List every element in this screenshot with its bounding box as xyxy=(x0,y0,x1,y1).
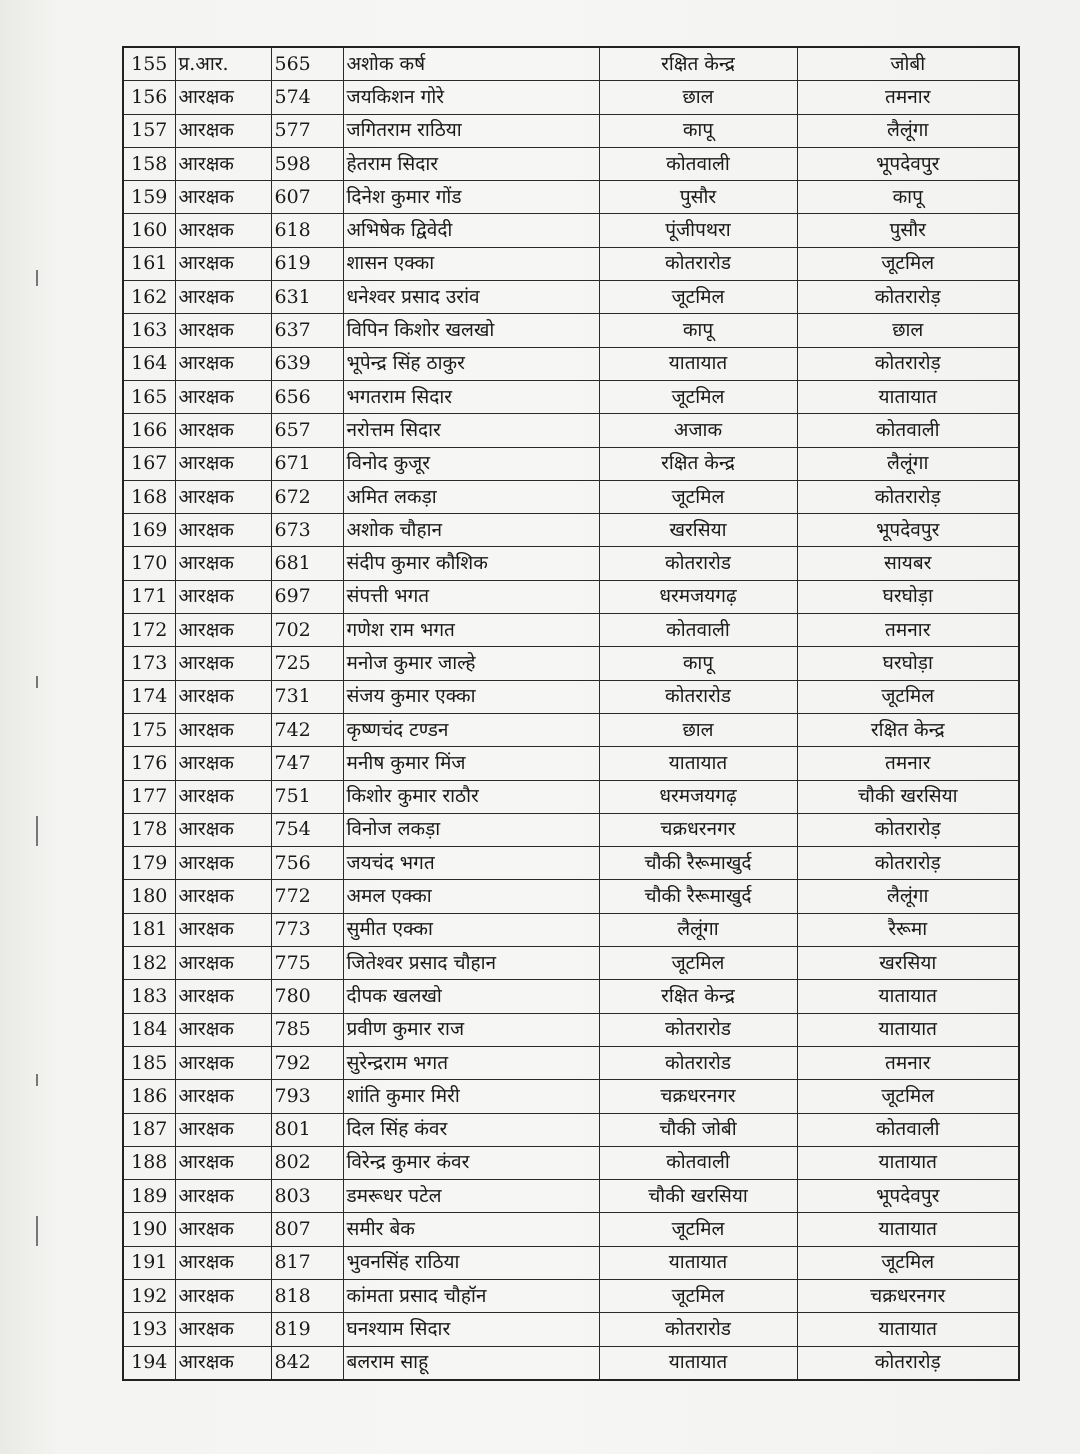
employee-name-cell: विरेन्द्र कुमार कंवर xyxy=(343,1146,599,1179)
rank-cell: आरक्षक xyxy=(175,214,271,247)
serial-number-cell: 175 xyxy=(123,713,175,746)
rank-cell: आरक्षक xyxy=(175,347,271,380)
table-row xyxy=(123,47,1019,81)
badge-number-cell: 671 xyxy=(271,447,343,480)
new-posting-cell: कापू xyxy=(797,181,1019,214)
new-posting-cell: यातायात xyxy=(797,1146,1019,1179)
table-row xyxy=(123,480,1019,513)
current-posting-cell: कोतवाली xyxy=(599,147,797,180)
rank-cell: आरक्षक xyxy=(175,547,271,580)
new-posting-cell: जूटमिल xyxy=(797,1246,1019,1279)
rank-cell: आरक्षक xyxy=(175,647,271,680)
new-posting-cell: घरघोड़ा xyxy=(797,647,1019,680)
table-row xyxy=(123,514,1019,547)
current-posting-cell: यातायात xyxy=(599,1346,797,1380)
current-posting-cell: छाल xyxy=(599,713,797,746)
new-posting-cell: यातायात xyxy=(797,1013,1019,1046)
employee-name-cell: धनेश्वर प्रसाद उरांव xyxy=(343,281,599,314)
rank-cell: आरक्षक xyxy=(175,181,271,214)
rank-cell: आरक्षक xyxy=(175,480,271,513)
table-row xyxy=(123,880,1019,913)
employee-name-cell: सुरेन्द्रराम भगत xyxy=(343,1046,599,1079)
table-row xyxy=(123,447,1019,480)
employee-name-cell: अमित लकड़ा xyxy=(343,480,599,513)
serial-number-cell: 158 xyxy=(123,147,175,180)
badge-number-cell: 673 xyxy=(271,514,343,547)
new-posting-cell: तमनार xyxy=(797,81,1019,114)
current-posting-cell: कोतवाली xyxy=(599,1146,797,1179)
serial-number-cell: 169 xyxy=(123,514,175,547)
employee-name-cell: अभिषेक द्विवेदी xyxy=(343,214,599,247)
current-posting-cell: रक्षित केन्द्र xyxy=(599,447,797,480)
table-row xyxy=(123,1279,1019,1312)
employee-name-cell: घनश्याम सिदार xyxy=(343,1313,599,1346)
employee-name-cell: मनीष कुमार मिंज xyxy=(343,747,599,780)
badge-number-cell: 731 xyxy=(271,680,343,713)
current-posting-cell: जूटमिल xyxy=(599,1279,797,1312)
current-posting-cell: यातायात xyxy=(599,347,797,380)
new-posting-cell: खरसिया xyxy=(797,947,1019,980)
serial-number-cell: 156 xyxy=(123,81,175,114)
badge-number-cell: 742 xyxy=(271,713,343,746)
serial-number-cell: 159 xyxy=(123,181,175,214)
serial-number-cell: 168 xyxy=(123,480,175,513)
current-posting-cell: चौकी रैरूमाखुर्द xyxy=(599,847,797,880)
serial-number-cell: 172 xyxy=(123,614,175,647)
current-posting-cell: कोतरारोड xyxy=(599,547,797,580)
current-posting-cell: कोतवाली xyxy=(599,614,797,647)
new-posting-cell: जूटमिल xyxy=(797,1080,1019,1113)
current-posting-cell: यातायात xyxy=(599,747,797,780)
new-posting-cell: छाल xyxy=(797,314,1019,347)
serial-number-cell: 160 xyxy=(123,214,175,247)
serial-number-cell: 173 xyxy=(123,647,175,680)
serial-number-cell: 181 xyxy=(123,913,175,946)
serial-number-cell: 157 xyxy=(123,114,175,147)
rank-cell: आरक्षक xyxy=(175,1246,271,1279)
badge-number-cell: 842 xyxy=(271,1346,343,1380)
employee-name-cell: सुमीत एक्का xyxy=(343,913,599,946)
new-posting-cell: यातायात xyxy=(797,1213,1019,1246)
badge-number-cell: 637 xyxy=(271,314,343,347)
employee-name-cell: शासन एक्का xyxy=(343,247,599,280)
new-posting-cell: कोतरारोड़ xyxy=(797,1346,1019,1380)
employee-name-cell: विनोज लकड़ा xyxy=(343,813,599,846)
serial-number-cell: 167 xyxy=(123,447,175,480)
employee-name-cell: अशोक चौहान xyxy=(343,514,599,547)
new-posting-cell: कोतवाली xyxy=(797,414,1019,447)
rank-cell: आरक्षक xyxy=(175,1213,271,1246)
rank-cell: आरक्षक xyxy=(175,1279,271,1312)
table-row xyxy=(123,713,1019,746)
employee-name-cell: शांति कुमार मिरी xyxy=(343,1080,599,1113)
employee-name-cell: डमरूधर पटेल xyxy=(343,1180,599,1213)
badge-number-cell: 803 xyxy=(271,1180,343,1213)
employee-name-cell: दीपक खलखो xyxy=(343,980,599,1013)
badge-number-cell: 773 xyxy=(271,913,343,946)
rank-cell: आरक्षक xyxy=(175,247,271,280)
table-row xyxy=(123,114,1019,147)
serial-number-cell: 193 xyxy=(123,1313,175,1346)
employee-name-cell: दिनेश कुमार गोंड xyxy=(343,181,599,214)
badge-number-cell: 672 xyxy=(271,480,343,513)
new-posting-cell: भूपदेवपुर xyxy=(797,147,1019,180)
current-posting-cell: कोतरारोड xyxy=(599,1046,797,1079)
badge-number-cell: 756 xyxy=(271,847,343,880)
rank-cell: आरक्षक xyxy=(175,114,271,147)
current-posting-cell: चौकी जोबी xyxy=(599,1113,797,1146)
table-row xyxy=(123,1013,1019,1046)
serial-number-cell: 189 xyxy=(123,1180,175,1213)
table-row xyxy=(123,813,1019,846)
badge-number-cell: 793 xyxy=(271,1080,343,1113)
serial-number-cell: 183 xyxy=(123,980,175,1013)
table-row xyxy=(123,1080,1019,1113)
badge-number-cell: 792 xyxy=(271,1046,343,1079)
table-row xyxy=(123,780,1019,813)
current-posting-cell: धरमजयगढ़ xyxy=(599,580,797,613)
badge-number-cell: 747 xyxy=(271,747,343,780)
rank-cell: आरक्षक xyxy=(175,780,271,813)
current-posting-cell: अजाक xyxy=(599,414,797,447)
table-row xyxy=(123,181,1019,214)
employee-name-cell: कांमता प्रसाद चौहॉन xyxy=(343,1279,599,1312)
new-posting-cell: कोतरारोड़ xyxy=(797,347,1019,380)
current-posting-cell: कापू xyxy=(599,647,797,680)
rank-cell: आरक्षक xyxy=(175,1146,271,1179)
badge-number-cell: 702 xyxy=(271,614,343,647)
margin-mark xyxy=(36,676,38,688)
rank-cell: आरक्षक xyxy=(175,913,271,946)
new-posting-cell: तमनार xyxy=(797,1046,1019,1079)
badge-number-cell: 802 xyxy=(271,1146,343,1179)
rank-cell: आरक्षक xyxy=(175,380,271,413)
employee-name-cell: अशोक कर्ष xyxy=(343,47,599,81)
serial-number-cell: 176 xyxy=(123,747,175,780)
badge-number-cell: 697 xyxy=(271,580,343,613)
rank-cell: आरक्षक xyxy=(175,1346,271,1380)
employee-name-cell: कृष्णचंद टण्डन xyxy=(343,713,599,746)
employee-name-cell: किशोर कुमार राठौर xyxy=(343,780,599,813)
table-row xyxy=(123,314,1019,347)
serial-number-cell: 182 xyxy=(123,947,175,980)
rank-cell: आरक्षक xyxy=(175,147,271,180)
employee-name-cell: नरोत्तम सिदार xyxy=(343,414,599,447)
employee-name-cell: दिल सिंह कंवर xyxy=(343,1113,599,1146)
new-posting-cell: कोतरारोड़ xyxy=(797,480,1019,513)
badge-number-cell: 780 xyxy=(271,980,343,1013)
employee-name-cell: विनोद कुजूर xyxy=(343,447,599,480)
current-posting-cell: खरसिया xyxy=(599,514,797,547)
badge-number-cell: 577 xyxy=(271,114,343,147)
margin-mark xyxy=(36,270,38,286)
table-row xyxy=(123,747,1019,780)
rank-cell: आरक्षक xyxy=(175,1013,271,1046)
table-row xyxy=(123,580,1019,613)
employee-name-cell: बलराम साहू xyxy=(343,1346,599,1380)
new-posting-cell: तमनार xyxy=(797,614,1019,647)
table-row xyxy=(123,680,1019,713)
table-row xyxy=(123,1246,1019,1279)
current-posting-cell: चक्रधरनगर xyxy=(599,1080,797,1113)
employee-name-cell: विपिन किशोर खलखो xyxy=(343,314,599,347)
rank-cell: आरक्षक xyxy=(175,1046,271,1079)
rank-cell: आरक्षक xyxy=(175,414,271,447)
rank-cell: आरक्षक xyxy=(175,1113,271,1146)
table-row xyxy=(123,947,1019,980)
current-posting-cell: जूटमिल xyxy=(599,947,797,980)
serial-number-cell: 171 xyxy=(123,580,175,613)
new-posting-cell: जूटमिल xyxy=(797,680,1019,713)
badge-number-cell: 607 xyxy=(271,181,343,214)
serial-number-cell: 174 xyxy=(123,680,175,713)
new-posting-cell: चक्रधरनगर xyxy=(797,1279,1019,1312)
serial-number-cell: 185 xyxy=(123,1046,175,1079)
current-posting-cell: कोतरारोड xyxy=(599,247,797,280)
margin-mark xyxy=(36,1074,38,1086)
table-body xyxy=(123,47,1019,1380)
serial-number-cell: 161 xyxy=(123,247,175,280)
new-posting-cell: यातायात xyxy=(797,1313,1019,1346)
serial-number-cell: 163 xyxy=(123,314,175,347)
current-posting-cell: चक्रधरनगर xyxy=(599,813,797,846)
current-posting-cell: लैलूंगा xyxy=(599,913,797,946)
current-posting-cell: पुसौर xyxy=(599,181,797,214)
table-row xyxy=(123,847,1019,880)
serial-number-cell: 180 xyxy=(123,880,175,913)
badge-number-cell: 657 xyxy=(271,414,343,447)
table-row xyxy=(123,647,1019,680)
new-posting-cell: कोतरारोड़ xyxy=(797,813,1019,846)
table-row xyxy=(123,247,1019,280)
current-posting-cell: धरमजयगढ़ xyxy=(599,780,797,813)
employee-name-cell: गणेश राम भगत xyxy=(343,614,599,647)
new-posting-cell: भूपदेवपुर xyxy=(797,1180,1019,1213)
transfer-list xyxy=(122,46,1018,1381)
table-row xyxy=(123,614,1019,647)
rank-cell: आरक्षक xyxy=(175,680,271,713)
employee-name-cell: समीर बेक xyxy=(343,1213,599,1246)
new-posting-cell: पुसौर xyxy=(797,214,1019,247)
current-posting-cell: चौकी खरसिया xyxy=(599,1180,797,1213)
badge-number-cell: 565 xyxy=(271,47,343,81)
badge-number-cell: 775 xyxy=(271,947,343,980)
table-row xyxy=(123,414,1019,447)
rank-cell: आरक्षक xyxy=(175,747,271,780)
serial-number-cell: 188 xyxy=(123,1146,175,1179)
badge-number-cell: 725 xyxy=(271,647,343,680)
serial-number-cell: 184 xyxy=(123,1013,175,1046)
new-posting-cell: लैलूंगा xyxy=(797,114,1019,147)
badge-number-cell: 818 xyxy=(271,1279,343,1312)
rank-cell: आरक्षक xyxy=(175,880,271,913)
new-posting-cell: कोतरारोड़ xyxy=(797,847,1019,880)
table-row xyxy=(123,81,1019,114)
new-posting-cell: यातायात xyxy=(797,980,1019,1013)
table-row xyxy=(123,913,1019,946)
serial-number-cell: 187 xyxy=(123,1113,175,1146)
badge-number-cell: 801 xyxy=(271,1113,343,1146)
serial-number-cell: 170 xyxy=(123,547,175,580)
rank-cell: आरक्षक xyxy=(175,813,271,846)
employee-name-cell: संदीप कुमार कौशिक xyxy=(343,547,599,580)
badge-number-cell: 751 xyxy=(271,780,343,813)
new-posting-cell: लैलूंगा xyxy=(797,447,1019,480)
rank-cell: आरक्षक xyxy=(175,1180,271,1213)
badge-number-cell: 656 xyxy=(271,380,343,413)
rank-cell: आरक्षक xyxy=(175,447,271,480)
badge-number-cell: 807 xyxy=(271,1213,343,1246)
table-row xyxy=(123,147,1019,180)
serial-number-cell: 186 xyxy=(123,1080,175,1113)
badge-number-cell: 819 xyxy=(271,1313,343,1346)
employee-name-cell: भगतराम सिदार xyxy=(343,380,599,413)
table-row xyxy=(123,1213,1019,1246)
rank-cell: आरक्षक xyxy=(175,713,271,746)
serial-number-cell: 191 xyxy=(123,1246,175,1279)
serial-number-cell: 177 xyxy=(123,780,175,813)
badge-number-cell: 619 xyxy=(271,247,343,280)
serial-number-cell: 162 xyxy=(123,281,175,314)
serial-number-cell: 190 xyxy=(123,1213,175,1246)
new-posting-cell: कोतवाली xyxy=(797,1113,1019,1146)
new-posting-cell: भूपदेवपुर xyxy=(797,514,1019,547)
serial-number-cell: 194 xyxy=(123,1346,175,1380)
new-posting-cell: जूटमिल xyxy=(797,247,1019,280)
rank-cell: आरक्षक xyxy=(175,614,271,647)
table-row xyxy=(123,1180,1019,1213)
rank-cell: आरक्षक xyxy=(175,514,271,547)
serial-number-cell: 192 xyxy=(123,1279,175,1312)
rank-cell: आरक्षक xyxy=(175,847,271,880)
rank-cell: आरक्षक xyxy=(175,81,271,114)
table-row xyxy=(123,380,1019,413)
rank-cell: प्र.आर. xyxy=(175,47,271,81)
employee-name-cell: जयचंद भगत xyxy=(343,847,599,880)
current-posting-cell: कोतरारोड xyxy=(599,680,797,713)
table-row xyxy=(123,281,1019,314)
employee-name-cell: जयकिशन गोरे xyxy=(343,81,599,114)
employee-name-cell: जगितराम राठिया xyxy=(343,114,599,147)
new-posting-cell: तमनार xyxy=(797,747,1019,780)
badge-number-cell: 785 xyxy=(271,1013,343,1046)
badge-number-cell: 631 xyxy=(271,281,343,314)
badge-number-cell: 618 xyxy=(271,214,343,247)
rank-cell: आरक्षक xyxy=(175,1080,271,1113)
rank-cell: आरक्षक xyxy=(175,580,271,613)
new-posting-cell: चौकी खरसिया xyxy=(797,780,1019,813)
employee-name-cell: भुवनसिंह राठिया xyxy=(343,1246,599,1279)
table-row xyxy=(123,1146,1019,1179)
employee-name-cell: संपत्ती भगत xyxy=(343,580,599,613)
employee-name-cell: मनोज कुमार जाल्हे xyxy=(343,647,599,680)
new-posting-cell: घरघोड़ा xyxy=(797,580,1019,613)
current-posting-cell: कापू xyxy=(599,314,797,347)
current-posting-cell: रक्षित केन्द्र xyxy=(599,980,797,1013)
serial-number-cell: 178 xyxy=(123,813,175,846)
table-row xyxy=(123,547,1019,580)
rank-cell: आरक्षक xyxy=(175,281,271,314)
table-row xyxy=(123,1046,1019,1079)
table-row xyxy=(123,980,1019,1013)
badge-number-cell: 681 xyxy=(271,547,343,580)
serial-number-cell: 179 xyxy=(123,847,175,880)
employee-name-cell: प्रवीण कुमार राज xyxy=(343,1013,599,1046)
table-row xyxy=(123,1313,1019,1346)
serial-number-cell: 166 xyxy=(123,414,175,447)
current-posting-cell: कोतरारोड xyxy=(599,1313,797,1346)
employee-name-cell: हेतराम सिदार xyxy=(343,147,599,180)
table-row xyxy=(123,347,1019,380)
serial-number-cell: 164 xyxy=(123,347,175,380)
new-posting-cell: लैलूंगा xyxy=(797,880,1019,913)
rank-cell: आरक्षक xyxy=(175,947,271,980)
table-row xyxy=(123,214,1019,247)
margin-mark xyxy=(36,816,38,846)
current-posting-cell: यातायात xyxy=(599,1246,797,1279)
new-posting-cell: यातायात xyxy=(797,380,1019,413)
current-posting-cell: कापू xyxy=(599,114,797,147)
current-posting-cell: छाल xyxy=(599,81,797,114)
serial-number-cell: 155 xyxy=(123,47,175,81)
current-posting-cell: जूटमिल xyxy=(599,281,797,314)
new-posting-cell: कोतरारोड़ xyxy=(797,281,1019,314)
transfer-table xyxy=(122,46,1020,1381)
new-posting-cell: सायबर xyxy=(797,547,1019,580)
new-posting-cell: रक्षित केन्द्र xyxy=(797,713,1019,746)
badge-number-cell: 598 xyxy=(271,147,343,180)
current-posting-cell: चौकी रैरूमाखुर्द xyxy=(599,880,797,913)
current-posting-cell: रक्षित केन्द्र xyxy=(599,47,797,81)
table-row xyxy=(123,1346,1019,1380)
badge-number-cell: 817 xyxy=(271,1246,343,1279)
employee-name-cell: जितेश्वर प्रसाद चौहान xyxy=(343,947,599,980)
new-posting-cell: रैरूमा xyxy=(797,913,1019,946)
rank-cell: आरक्षक xyxy=(175,1313,271,1346)
current-posting-cell: कोतरारोड xyxy=(599,1013,797,1046)
serial-number-cell: 165 xyxy=(123,380,175,413)
current-posting-cell: जूटमिल xyxy=(599,480,797,513)
employee-name-cell: संजय कुमार एक्का xyxy=(343,680,599,713)
margin-mark xyxy=(36,1216,38,1246)
badge-number-cell: 772 xyxy=(271,880,343,913)
current-posting-cell: पूंजीपथरा xyxy=(599,214,797,247)
current-posting-cell: जूटमिल xyxy=(599,1213,797,1246)
employee-name-cell: अमल एक्का xyxy=(343,880,599,913)
employee-name-cell: भूपेन्द्र सिंह ठाकुर xyxy=(343,347,599,380)
table-row xyxy=(123,1113,1019,1146)
rank-cell: आरक्षक xyxy=(175,314,271,347)
badge-number-cell: 574 xyxy=(271,81,343,114)
badge-number-cell: 639 xyxy=(271,347,343,380)
rank-cell: आरक्षक xyxy=(175,980,271,1013)
current-posting-cell: जूटमिल xyxy=(599,380,797,413)
badge-number-cell: 754 xyxy=(271,813,343,846)
new-posting-cell: जोबी xyxy=(797,47,1019,81)
